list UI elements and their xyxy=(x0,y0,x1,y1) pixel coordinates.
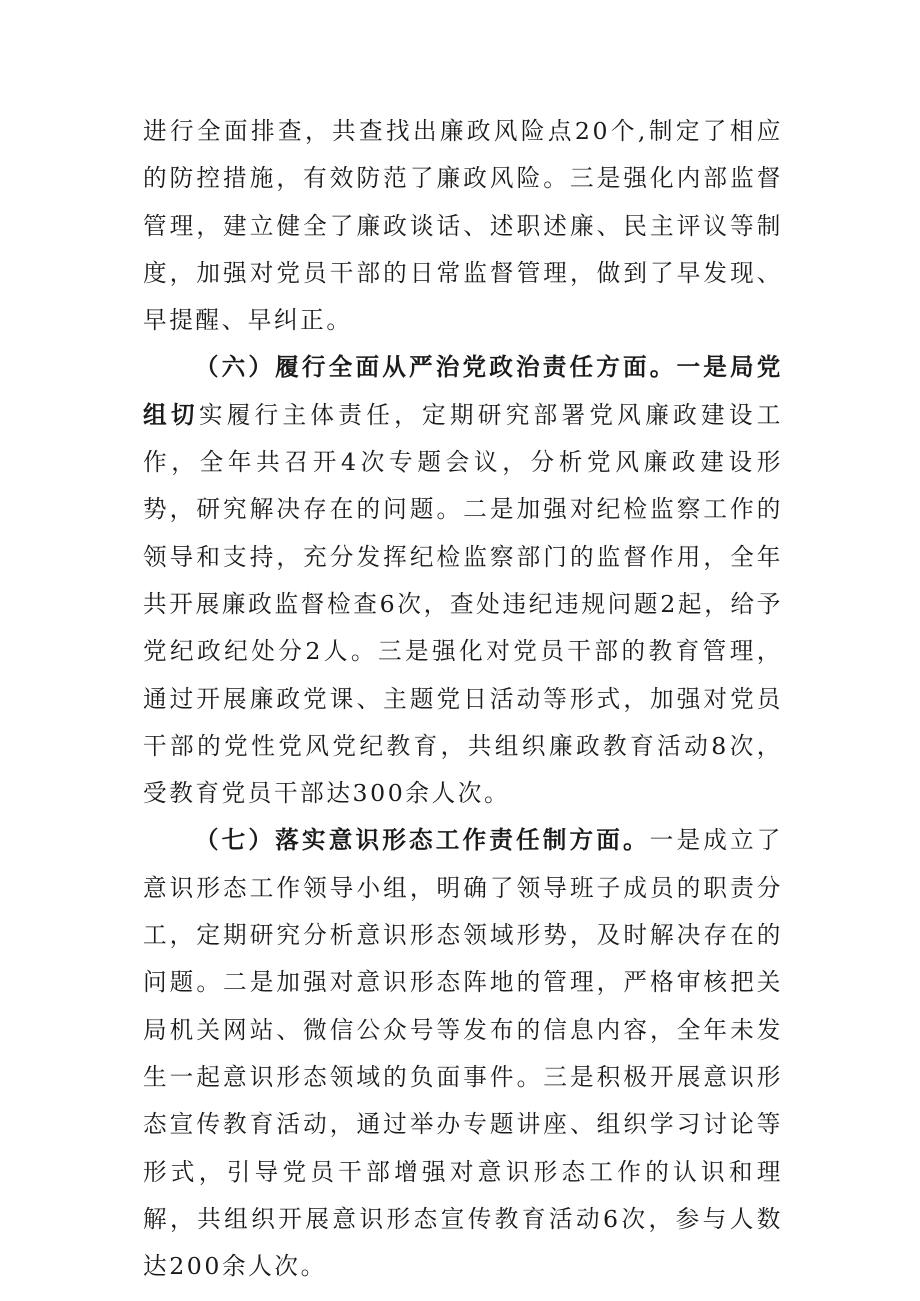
paragraph-text: 进行全面排查，共查找出廉政风险点20个,制定了相应的防控措施，有效防范了廉政风险。三是强化内部监督管理，建立健全了廉政谈话、述职述廉、民主评议等制度，加强对党员干部的日常监督管理，做到了早发现、早提醒、早纠正。 xyxy=(143,117,783,335)
paragraph-section-six xyxy=(143,344,783,817)
section-lead: 一是局党组切 xyxy=(143,353,783,429)
section-heading: （六）履行全面从严治党政治责任方面。 xyxy=(194,353,677,382)
document-body xyxy=(143,108,783,1290)
section-heading: （七）落实意识形态工作责任制方面。 xyxy=(194,826,650,855)
paragraph-continuation xyxy=(143,108,783,344)
paragraph-text: 实履行主体责任，定期研究部署党风廉政建设工作，全年共召开4次专题会议，分析党风廉政建设形势，研究解决存在的问题。二是加强对纪检监察工作的领导和支持，充分发挥纪检监察部门的监督作用，全年共开展廉政监督检查6次，查处违纪违规问题2起，给予党纪政纪处分2人。三是强化对党员干部的教育管理，通过开展廉政党课、主题党日活动等形式，加强对党员干部的党性党风党纪教育，共组织廉政教育活动8次，受教育党员干部达300余人次。 xyxy=(143,400,783,808)
paragraph-text: 一是成立了意识形态工作领导小组，明确了领导班子成员的职责分工，定期研究分析意识形态领域形势，及时解决存在的问题。二是加强对意识形态阵地的管理，严格审核把关局机关网站、微信公众号等发布的信息内容，全年未发生一起意识形态领域的负面事件。三是积极开展意识形态宣传教育活动，通过举办专题讲座、组织学习讨论等形式，引导党员干部增强对意识形态工作的认识和理解，共组织开展意识形态宣传教育活动6次，参与人数达200余人次。 xyxy=(143,826,784,1281)
paragraph-section-seven xyxy=(143,817,783,1290)
